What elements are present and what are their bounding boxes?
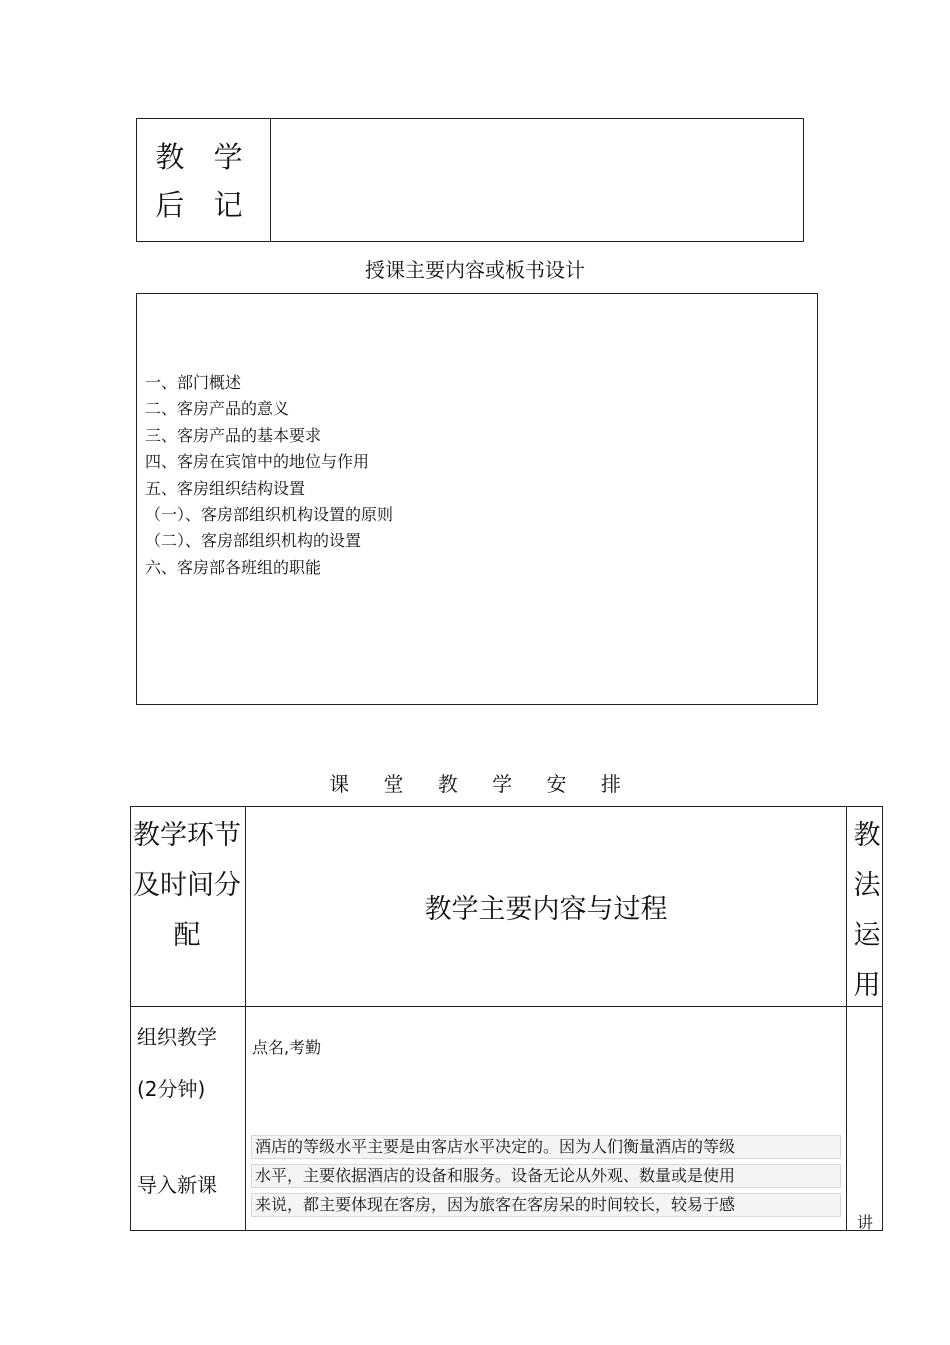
column-divider xyxy=(245,807,246,1230)
list-item: 一、部门概述 xyxy=(145,373,242,392)
postscript-table xyxy=(136,118,804,242)
arrangement-title: 课 堂 教 学 安 排 xyxy=(329,772,635,796)
content-line: 水平，主要依据酒店的设备和服务。设备无论从外观、数量或是使用 xyxy=(251,1164,841,1188)
board-content-box xyxy=(136,293,818,705)
list-item: 三、客房产品的基本要求 xyxy=(145,425,322,445)
row-stage: 导入新课 xyxy=(137,1173,217,1197)
postscript-label: 教 学 后 记 xyxy=(155,140,253,222)
board-list xyxy=(145,370,393,581)
row-stage: 组织教学 xyxy=(137,1025,217,1049)
row-content: 点名,考勤 xyxy=(252,1038,322,1057)
content-line: 来说，都主要体现在客房，因为旅客在客房呆的时间较长，较易于感 xyxy=(251,1193,841,1217)
list-item: （二）、客房部组织机构的设置 xyxy=(145,531,362,551)
row-time: (2分钟) xyxy=(137,1077,206,1101)
row-method: 讲 xyxy=(857,1213,874,1232)
board-title: 授课主要内容或板书设计 xyxy=(365,258,585,282)
list-item: 二、客房产品的意义 xyxy=(145,399,290,419)
arrangement-table xyxy=(130,806,883,1231)
row-divider xyxy=(131,1006,882,1007)
list-item: 四、客房在宾馆中的地位与作用 xyxy=(145,452,370,472)
list-item: 六、客房部各班组的职能 xyxy=(145,557,322,577)
list-item: 五、客房组织结构设置 xyxy=(145,478,306,498)
header-stage: 教学环节及时间分配 xyxy=(133,820,241,951)
column-divider xyxy=(846,807,847,1230)
content-line: 酒店的等级水平主要是由客店水平决定的。因为人们衡量酒店的等级 xyxy=(251,1135,841,1159)
list-item: （一）、客房部组织机构设置的原则 xyxy=(145,504,394,524)
header-method: 教法运用 xyxy=(853,820,881,1001)
header-content: 教学主要内容与过程 xyxy=(424,894,668,925)
